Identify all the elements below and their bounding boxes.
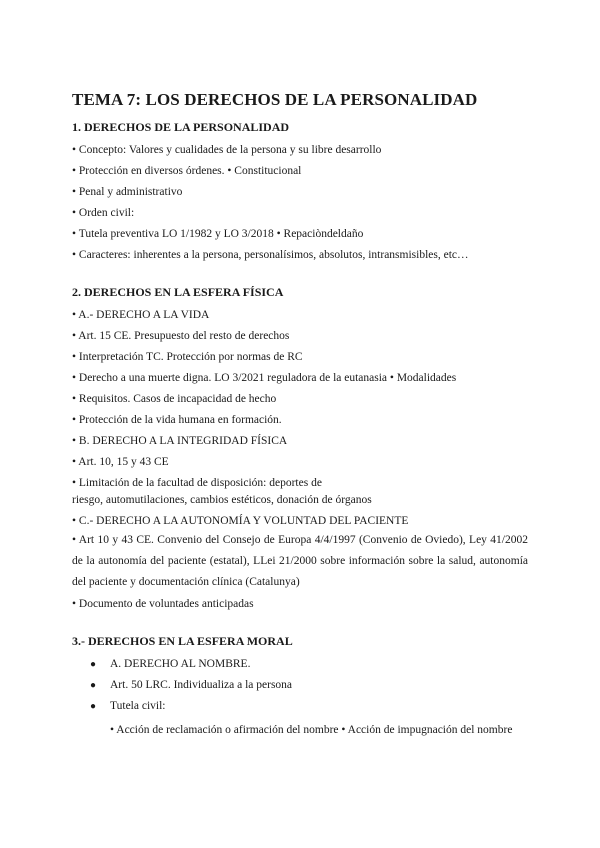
bullet-icon: ● — [90, 701, 97, 712]
section-heading-2: 2. DERECHOS EN LA ESFERA FÍSICA — [72, 285, 284, 299]
text-line: • Limitación de la facultad de disposición: deportes de — [72, 477, 322, 489]
text-line: • A.- DERECHO A LA VIDA — [72, 309, 210, 321]
bullet-icon: ● — [90, 659, 97, 670]
text-line: • B. DERECHO A LA INTEGRIDAD FÍSICA — [72, 435, 288, 447]
list-item: ● Art. 50 LRC. Individualiza a la persona — [90, 679, 293, 691]
text-line: • Orden civil: — [72, 207, 135, 219]
document-page — [72, 90, 528, 741]
text-line: • Protección en diversos órdenes. • Constitucional — [72, 165, 302, 177]
text-line: • C.- DERECHO A LA AUTONOMÍA Y VOLUNTAD DEL PACIENTE — [72, 515, 409, 527]
text-line: riesgo, automutilaciones, cambios estéticos, donación de órganos — [72, 494, 372, 506]
section-heading-3: 3.- DERECHOS EN LA ESFERA MORAL — [72, 634, 293, 648]
text-line: • Penal y administrativo — [72, 186, 183, 198]
bullet-list — [72, 657, 528, 713]
list-item: ● Tutela civil: — [90, 700, 166, 712]
text-line: • Documento de voluntades anticipadas — [72, 598, 254, 610]
text-line: • Protección de la vida humana en formación. — [72, 414, 282, 426]
text-paragraph: • Art 10 y 43 CE. Convenio del Consejo de Europa 4/4/1997 (Convenio de Oviedo), Ley 41/2002 de la autonomía del paciente (estatal), LLei 21/2000 sobre información sobre la salud, autonomía del paciente y documentación clínica (Catalunya) — [72, 534, 528, 588]
text-line: • Art. 10, 15 y 43 CE — [72, 456, 169, 468]
text-line: • Concepto: Valores y cualidades de la persona y su libre desarrollo — [72, 144, 382, 156]
text-line: • Art. 15 CE. Presupuesto del resto de derechos — [72, 330, 290, 342]
text-line: • Interpretación TC. Protección por normas de RC — [72, 351, 303, 363]
page-title: TEMA 7: LOS DERECHOS DE LA PERSONALIDAD — [72, 90, 478, 109]
text-line: • Derecho a una muerte digna. LO 3/2021 reguladora de la eutanasia • Modalidades — [72, 372, 457, 384]
text-paragraph: • Acción de reclamación o afirmación del nombre • Acción de impugnación del nombre — [110, 724, 513, 736]
text-line: • Caracteres: inherentes a la persona, personalísimos, absolutos, intransmisibles, etc… — [72, 249, 469, 261]
text-line: • Tutela preventiva LO 1/1982 y LO 3/2018 • Repaciòndeldaño — [72, 228, 364, 240]
section-heading-1: 1. DERECHOS DE LA PERSONALIDAD — [72, 120, 290, 134]
text-line: • Requisitos. Casos de incapacidad de hecho — [72, 393, 277, 405]
bullet-icon: ● — [90, 680, 97, 691]
list-item: ● A. DERECHO AL NOMBRE. — [90, 658, 251, 670]
sub-item — [72, 720, 528, 741]
